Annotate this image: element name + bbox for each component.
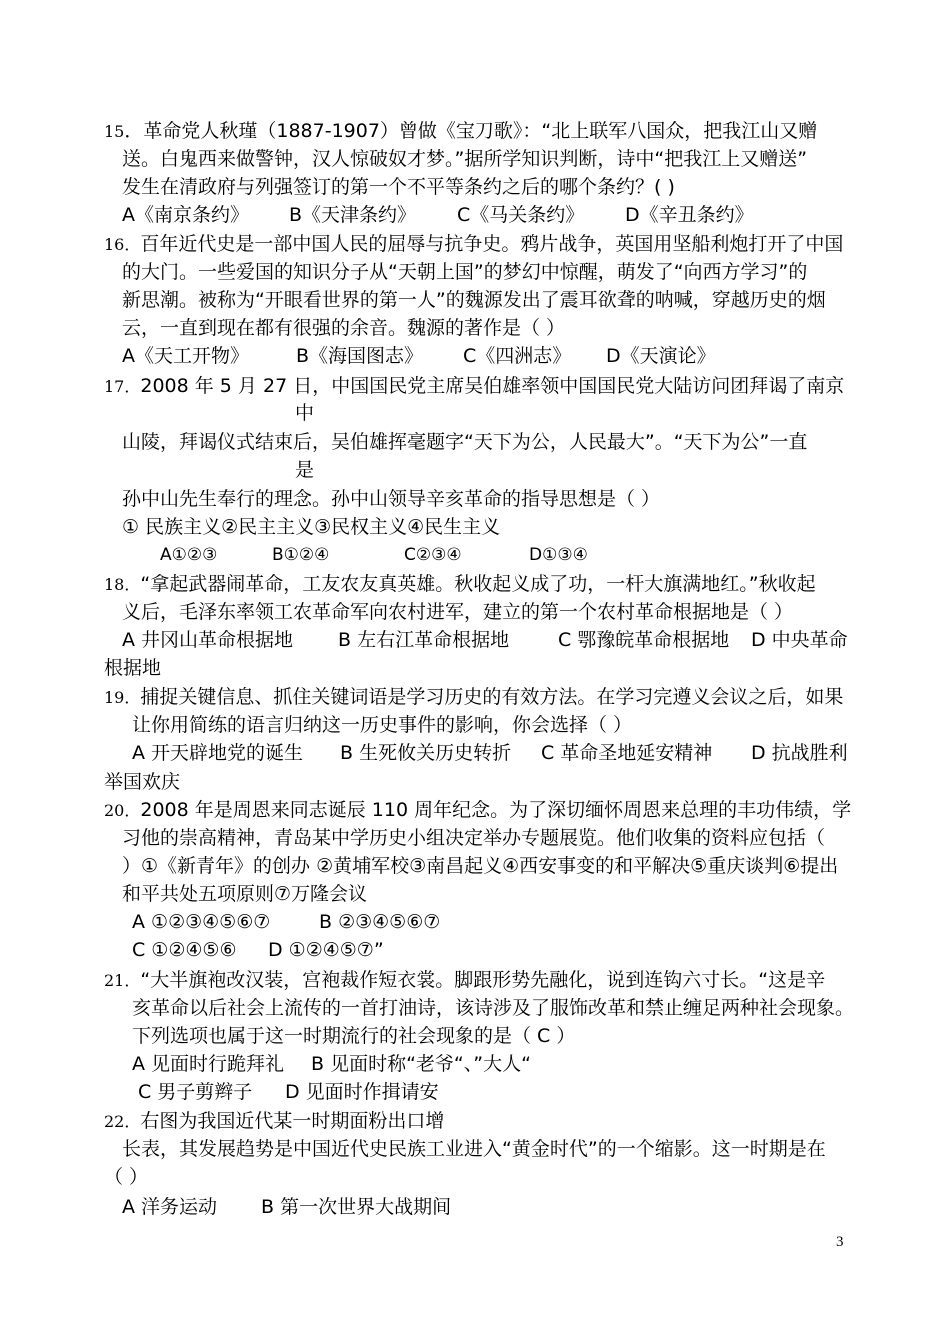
option-c: C ①②④⑤⑥ (132, 939, 237, 961)
option-c: C 男子剪辫子 (138, 1081, 253, 1103)
option-a: A《南京条约》 (122, 204, 249, 226)
question-number: 16． (104, 235, 141, 254)
option-a: A 见面时行跪拜礼 (132, 1053, 285, 1075)
question-number: 15 (104, 122, 125, 141)
question-text-wrap: 是 (295, 459, 315, 481)
option-d: D 中央革命 (751, 629, 848, 651)
question-text: 孙中山先生奉行的理念。孙中山领导辛亥革命的指导思想是（ ） (122, 488, 661, 510)
question-text: ）①《新青年》的创办 ②黄埔军校③南昌起义④西安事变的和平解决⑤重庆谈判⑥提出 (122, 855, 839, 877)
option-b: B 生死攸关历史转折 (340, 742, 512, 764)
question-number: 18． (104, 575, 141, 594)
option-b: B《天津条约》 (289, 204, 417, 226)
question-text: ．革命党人秋瑾（1887-1907）曾做《宝刀歌》：“北上联军八国众，把我江山又赠 (124, 120, 818, 142)
option-d-wrap: 举国欢庆 (104, 771, 181, 793)
question-text: 百年近代史是一部中国人民的屈辱与抗争史。鸦片战争，英国用坚船利炮打开了中国 (140, 233, 844, 255)
question-text: “大半旗袍改汉装，宫袍裁作短衣裳。脚跟形势先融化，说到连钩六寸长。“这是辛 (140, 969, 826, 991)
question-items: ① 民族主义②民主主义③民权主义④民生主义 (122, 516, 501, 538)
question-text: 义后，毛泽东率领工农革命军向农村进军，建立的第一个农村革命根据地是（ ） (122, 601, 794, 623)
option-b: B ②③④⑤⑥⑦ (319, 911, 441, 933)
option-a: A①②③ (160, 545, 218, 565)
option-d-wrap: 根据地 (104, 657, 162, 679)
question-text: 捕捉关键信息、抓住关键词语是学习历史的有效方法。在学习完遵义会议之后，如果 (140, 686, 844, 708)
question-text: 云，一直到现在都有很强的余音。魏源的著作是（ ） (122, 317, 566, 339)
question-number: 19． (104, 688, 141, 707)
question-text: 2008 年是周恩来同志诞辰 110 周年纪念。为了深切缅怀周恩来总理的丰功伟绩，学 (140, 799, 852, 821)
option-c: C 革命圣地延安精神 (541, 742, 713, 764)
question-text: 右图为我国近代某一时期面粉出口增 (140, 1110, 445, 1132)
question-text-wrap: 中 (295, 402, 315, 424)
question-text: 送。白鬼西来做警钟，汉人惊破奴才梦。”据所学知识判断，诗中“把我江上又赠送” (122, 148, 808, 170)
option-b: B《海国图志》 (296, 345, 424, 367)
option-a: A ①②③④⑤⑥⑦ (132, 911, 271, 933)
question-text: 发生在清政府与列强签订的第一个不平等条约之后的哪个条约？( ) (122, 176, 675, 198)
option-d: D ①②④⑤⑦” (268, 939, 384, 961)
question-text: 亥革命以后社会上流传的一首打油诗，该诗涉及了服饰改革和禁止缠足两种社会现象。 (132, 997, 855, 1019)
option-a: A 井冈山革命根据地 (122, 629, 294, 651)
page-number: 3 (836, 1234, 844, 1250)
option-c: C②③④ (404, 545, 462, 565)
option-d: D《辛丑条约》 (625, 204, 754, 226)
question-text: （ ） (104, 1166, 149, 1188)
question-text: 下列选项也属于这一时期流行的社会现象的是（ C ） (132, 1025, 576, 1047)
question-text: 习他的崇高精神，青岛某中学历史小组决定举办专题展览。他们收集的资料应包括（ (122, 827, 826, 849)
option-b: B①②④ (272, 545, 330, 565)
option-c: C 鄂豫皖革命根据地 (558, 629, 730, 651)
question-number: 17． (104, 377, 141, 396)
question-number: 20． (104, 801, 141, 820)
question-text: 山陵，拜谒仪式结束后，吴伯雄挥毫题字“天下为公，人民最大”。“天下为公”一直 (122, 431, 808, 453)
option-d: D 见面时作揖请安 (285, 1081, 439, 1103)
question-text: “拿起武器闹革命，工友农友真英雄。秋收起义成了功，一杆大旗满地红。”秋收起 (140, 573, 816, 595)
option-c: C《马关条约》 (457, 204, 585, 226)
option-b: B 左右江革命根据地 (338, 629, 510, 651)
option-d: D①③④ (529, 545, 588, 565)
question-number: 22． (104, 1112, 141, 1131)
question-text: 2008 年 5 月 27 日，中国国民党主席吴伯雄率领中国国民党大陆访问团拜谒了南京 (140, 375, 845, 397)
option-b: B 第一次世界大战期间 (261, 1196, 452, 1218)
option-b: B 见面时称“老爷“、”大人“ (311, 1053, 531, 1075)
question-text: 新思潮。被称为“开眼看世界的第一人”的魏源发出了震耳欲聋的呐喊，穿越历史的烟 (122, 289, 826, 311)
question-text: 的大门。一些爱国的知识分子从“天朝上国”的梦幻中惊醒，萌发了“向西方学习”的 (122, 261, 808, 283)
option-c: C《四洲志》 (463, 345, 572, 367)
question-text: 和平共处五项原则⑦万隆会议 (122, 883, 368, 905)
question-text: 让你用简练的语言归纳这一历史事件的影响，你会选择（ ） (132, 714, 633, 736)
option-d: D《天演论》 (606, 345, 716, 367)
question-text: 长表，其发展趋势是中国近代史民族工业进入“黄金时代”的一个缩影。这一时期是在 (122, 1138, 826, 1160)
option-a: A 洋务运动 (122, 1196, 218, 1218)
option-a: A 开天辟地党的诞生 (132, 742, 304, 764)
question-number: 21． (104, 971, 141, 990)
option-d: D 抗战胜利 (751, 742, 848, 764)
option-a: A《天工开物》 (122, 345, 249, 367)
